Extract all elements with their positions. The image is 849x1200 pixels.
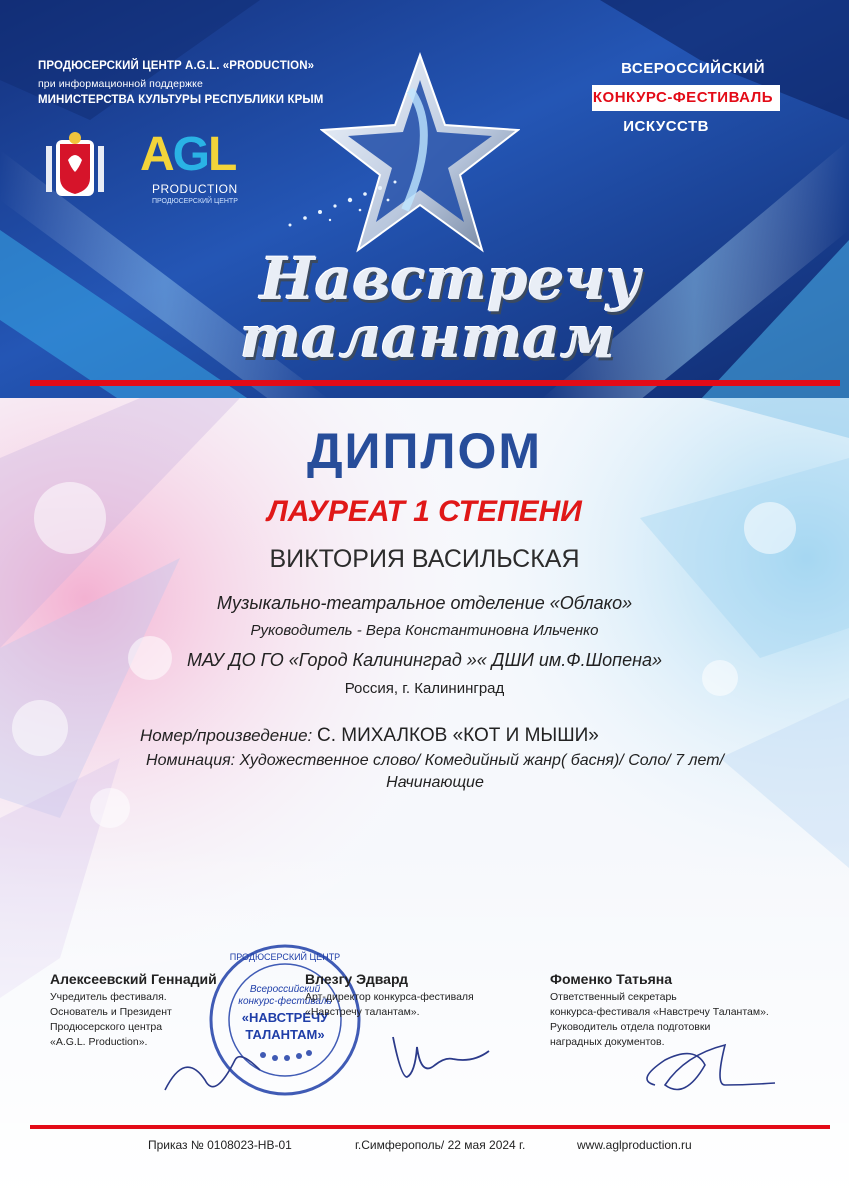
work-line: [140, 725, 599, 747]
stamp-inner-2: конкурс-фестиваль: [238, 996, 332, 1007]
school: МАУ ДО ГО «Город Калининград »« ДШИ им.Ф.Шопена»: [186, 650, 663, 670]
nomination-line: [115, 750, 755, 794]
festival-line-1: ВСЕРОССИЙСКИЙ: [621, 60, 765, 77]
recipient-name: ВИКТОРИЯ ВАСИЛЬСКАЯ: [269, 545, 580, 573]
nomination-label: Номинация:: [146, 752, 236, 769]
signer-role-line: конкурса-фестиваля «Навстречу Талантам».: [550, 1006, 769, 1018]
agl-logo: AGL PRODUCTION ПРОДЮСЕРСКИЙ ЦЕНТР: [140, 128, 238, 205]
org-line-1: ПРОДЮСЕРСКИЙ ЦЕНТР A.G.L. «PRODUCTION»: [38, 60, 315, 72]
nomination-value: Художественное слово/ Комедийный жанр( басня)/ Соло/ 7 лет/ Начинающие: [239, 752, 724, 791]
signer-role-line: Арт-директор конкурса-фестиваля: [305, 991, 474, 1003]
work-value: С. МИХАЛКОВ «КОТ И МЫШИ»: [316, 725, 599, 746]
festival-line-3: ИСКУССТВ: [623, 118, 709, 135]
signer-role-line: Руководитель отдела подготовки: [550, 1021, 711, 1033]
signer-role-line: Основатель и Президент: [50, 1006, 172, 1018]
crimea-emblem-icon: [38, 130, 112, 204]
city: Россия, г. Калининград: [344, 680, 505, 697]
signer-name: Влезгу Эдвард: [305, 971, 409, 987]
signer-name: Фоменко Татьяна: [550, 971, 673, 987]
handwritten-signature-2: [385, 1025, 495, 1085]
signer-role-line: Учредитель фестиваля.: [50, 991, 167, 1003]
footer-bar-graphic: [0, 1123, 849, 1131]
handwritten-signature-3: [635, 1030, 785, 1100]
agl-production-label: PRODUCTION: [152, 182, 238, 196]
signer-name: Алексеевский Геннадий: [50, 971, 217, 987]
signer-role-line: «Навстречу талантам».: [305, 1006, 420, 1018]
signature-block-founder: [50, 972, 240, 1050]
org-line-2: при информационной поддержке: [38, 78, 203, 90]
award-level: ЛАУРЕАТ 1 СТЕПЕНИ: [267, 495, 582, 528]
signer-role-line: наградных документов.: [550, 1036, 665, 1048]
festival-title: [200, 245, 650, 375]
festival-line-2: КОНКУРС-ФЕСТИВАЛЬ: [592, 89, 773, 106]
sparkle-trail: [270, 170, 440, 240]
festival-title-line-2: талантам: [240, 303, 616, 371]
diploma-title: ДИПЛОМ: [306, 423, 543, 479]
handwritten-signature-1: [160, 1040, 270, 1100]
footer-place-date: г.Симферополь/ 22 мая 2024 г.: [355, 1138, 526, 1152]
stamp-inner-1: Всероссийский: [249, 984, 321, 995]
footer-website: www.aglproduction.ru: [577, 1138, 692, 1152]
signature-block-art-director: [305, 972, 535, 1020]
festival-title-line-1: Навстречу: [260, 245, 641, 313]
agl-subtitle: ПРОДЮСЕРСКИЙ ЦЕНТР: [152, 198, 238, 205]
department: Музыкально-театральное отделение «Облако»: [216, 593, 633, 613]
signer-role-line: «A.G.L. Production».: [50, 1036, 148, 1048]
stamp-outer-text: ПРОДЮСЕРСКИЙ ЦЕНТР: [229, 952, 341, 962]
signer-role-line: Ответственный секретарь: [550, 991, 677, 1003]
work-label: Номер/произведение:: [140, 726, 313, 745]
org-line-3: МИНИСТЕРСТВА КУЛЬТУРЫ РЕСПУБЛИКИ КРЫМ: [38, 94, 324, 106]
stamp-inner-3: «НАВСТРЕЧУ: [241, 1010, 329, 1025]
footer-bar: [0, 1118, 849, 1126]
stamp-inner-4: ТАЛАНТАМ»: [245, 1027, 325, 1042]
signer-role-line: Продюсерского центра: [50, 1021, 163, 1033]
leader: Руководитель - Вера Константиновна Ильченко: [250, 622, 599, 639]
footer-order: Приказ № 0108023-НВ-01: [148, 1138, 292, 1152]
